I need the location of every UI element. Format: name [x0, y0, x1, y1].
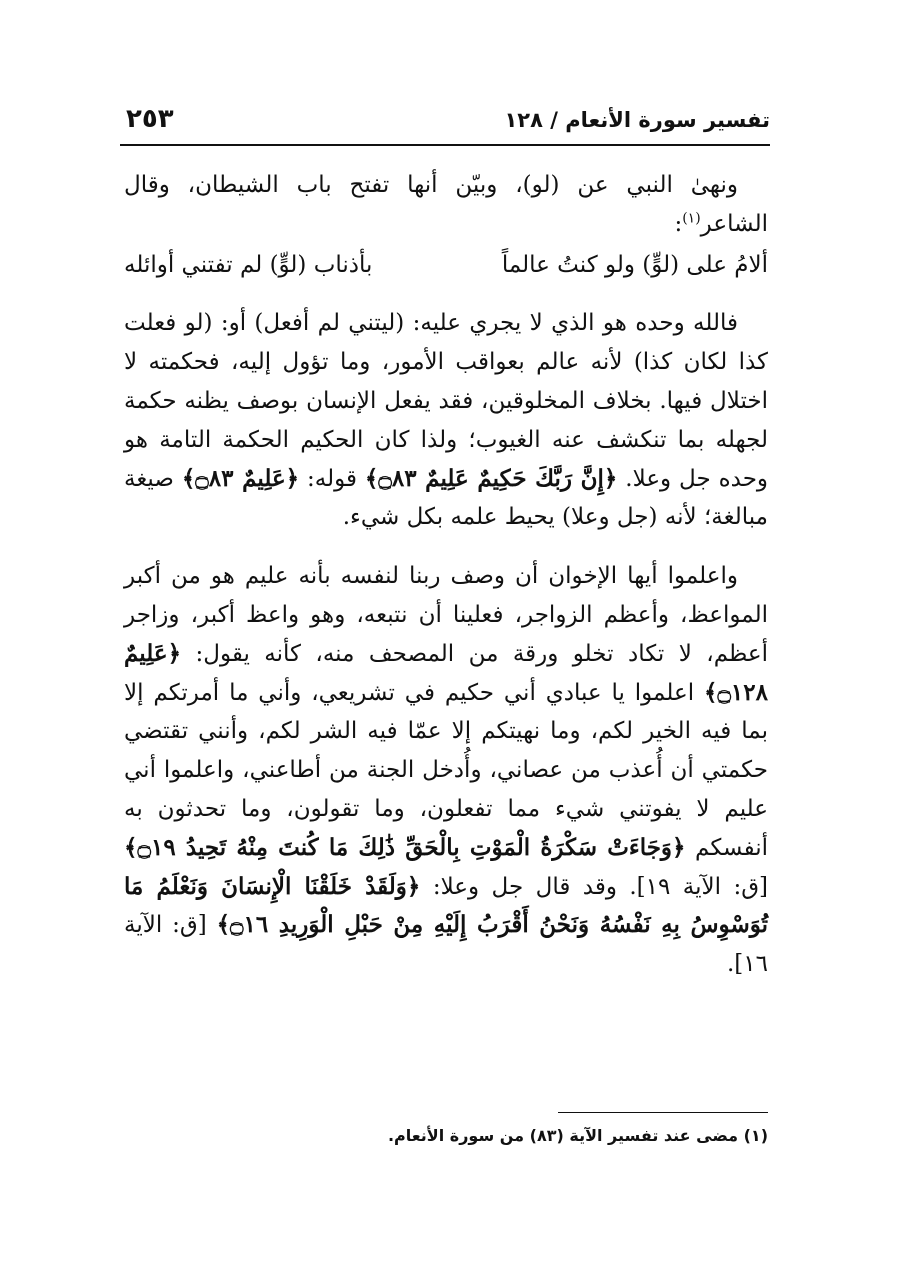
running-title: تفسير سورة الأنعام / ١٢٨ — [504, 108, 770, 132]
page-body — [124, 166, 768, 984]
quran-quote-4: ﴿وَجَاءَتْ سَكْرَةُ الْمَوْتِ بِالْحَقِّ ذَٰلِكَ مَا كُنتَ مِنْهُ تَحِيدُ ۝١٩﴾ — [124, 833, 686, 861]
paragraph-2 — [124, 304, 768, 537]
paragraph-2-text-b: قوله: — [307, 465, 358, 492]
quran-quote-2: ﴿عَلِيمٌ ۝٨٣﴾ — [181, 464, 300, 492]
paragraph-3-text-a: واعلموا أيها الإخوان أن وصف ربنا لنفسه بأنه عليم هو من أكبر المواعظ، وأعظم الزواجر، فعلينا أن نتبعه، وهو واعظ أكبر، وزاجر أعظم، لا تكاد تخلو ورقة من المصحف منه، كأنه يقول: — [124, 563, 768, 667]
quran-quote-1: ﴿إِنَّ رَبَّكَ حَكِيمٌ عَلِيمٌ ۝٨٣﴾ — [364, 464, 618, 492]
quran-quote-3: ﴿عَلِيمٌ ۝١٢٨﴾ — [124, 639, 768, 706]
paragraph-3-text-d: [ق: الآية ١٦]. — [124, 912, 768, 978]
paragraph-1-end: : — [674, 210, 683, 237]
verse-first-hemistich: ألامُ على (لوٍّ) ولو كنتُ عالماً — [501, 251, 768, 278]
paragraph-3-text-c: [ق: الآية ١٩]. وقد قال جل وعلا: — [432, 873, 769, 900]
quran-quote-5: ﴿وَلَقَدْ خَلَقْنَا الْإِنسَانَ وَنَعْلَمُ مَا تُوَسْوِسُ بِهِ نَفْسُهُ وَنَحْنُ أَقْرَبُ إِلَيْهِ مِنْ حَبْلِ الْوَرِيدِ ۝١٦﴾ — [124, 872, 768, 939]
poetry-verse — [124, 246, 768, 285]
page-header — [120, 100, 770, 146]
paragraph-3 — [124, 557, 768, 984]
paragraph-1 — [124, 166, 768, 244]
paragraph-2-text-a: فالله وحده هو الذي لا يجري عليه: (ليتني لم أفعل) أو: (لو فعلت كذا لكان كذا) لأنه عالم بعواقب الأمور، وما تؤول إليه، فحكمته لا اختلال فيها. بخلاف المخلوقين، فقد يفعل الإنسان بوصف يظنه حكمة لجهله بما تنكشف عنه الغيوب؛ ولذا كان الحكيم الحكمة التامة هو وحده جل وعلا. — [124, 310, 769, 492]
page-number: ٢٥٣ — [126, 104, 174, 134]
paragraph-2-text-c: صيغة مبالغة؛ لأنه (جل وعلا) يحيط علمه بكل شيء. — [124, 465, 768, 531]
paragraph-3-text-b: اعلموا يا عبادي أني حكيم في تشريعي، وأني ما أمرتكم إلا بما فيه الخير لكم، وما نهيتكم إلا عمّا فيه الشر لكم، وأنني تقتضي حكمتي أن أُعذب من عصاني، وأُدخل الجنة من أطاعني، واعلموا أني عليم لا يفوتني شيء مما تفعلون، وما تقولون، وما تحدثون به أنفسكم — [124, 679, 768, 861]
footnote-reference: (١) — [682, 210, 701, 227]
paragraph-1-text: ونهىٰ النبي عن (لو)، وبيّن أنها تفتح باب الشيطان، وقال الشاعر — [124, 172, 768, 237]
footnote: (١) مضى عند تفسير الآية (٨٣) من سورة الأنعام. — [387, 1126, 768, 1145]
footnote-divider — [558, 1112, 768, 1113]
verse-second-hemistich: بأذناب (لوٍّ) لم تفتني أوائله — [124, 251, 373, 278]
